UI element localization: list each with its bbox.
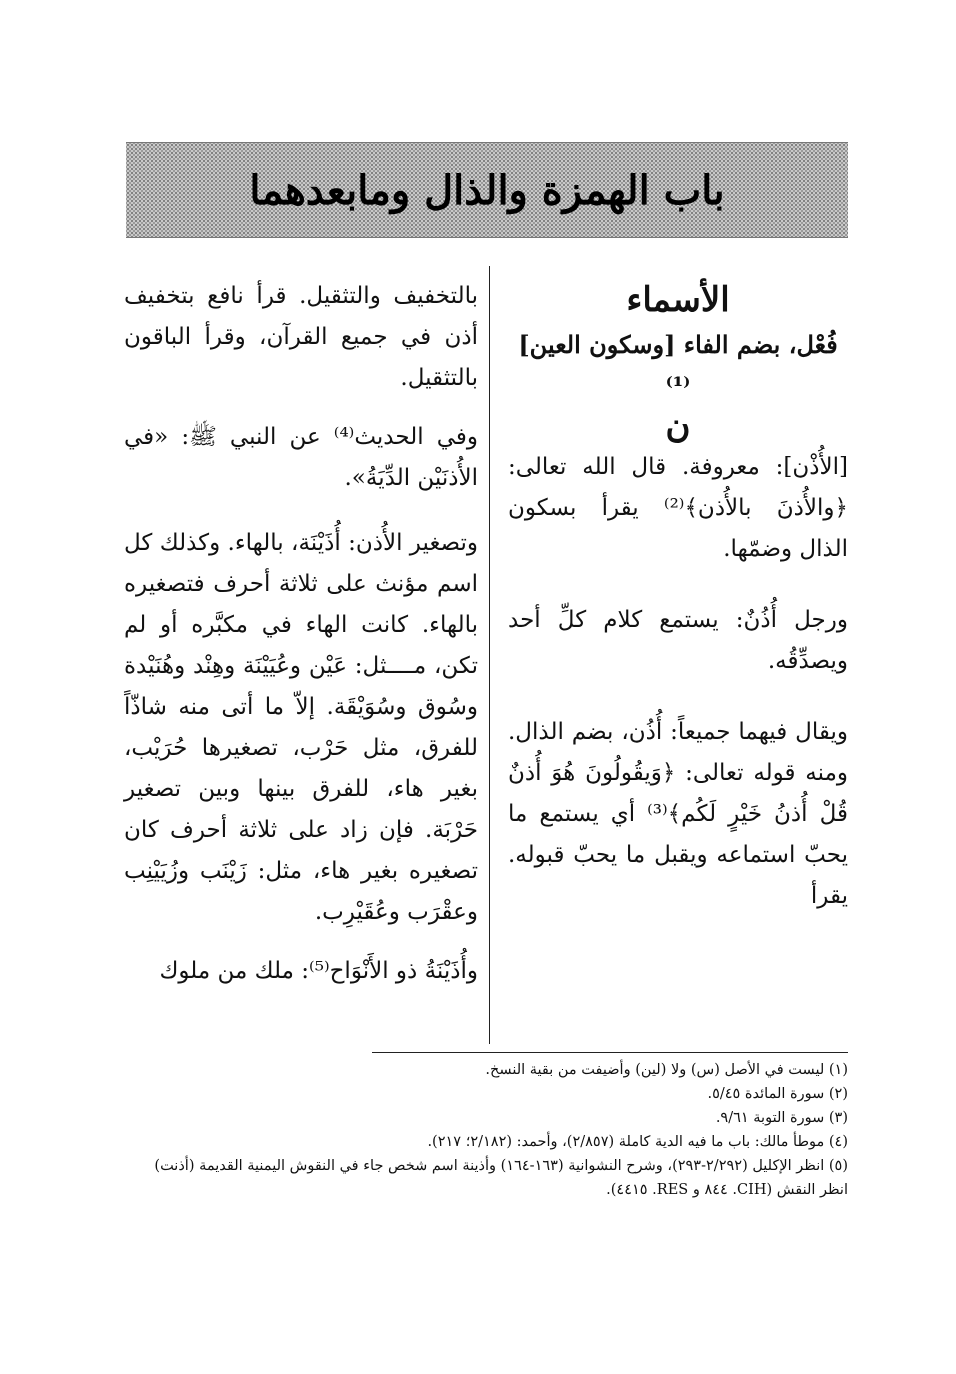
chapter-banner <box>126 142 848 238</box>
column-divider <box>489 266 490 1044</box>
chapter-title: باب الهمزة والذال ومابعدهما <box>249 166 725 214</box>
footnote-rule <box>372 1052 848 1053</box>
paragraph: وفي الحديث⁽⁴⁾ عن النبي ﷺ: «في الأُذنَيْن الدِّيَةُ». <box>124 424 478 491</box>
left-column <box>124 276 478 992</box>
right-column <box>508 276 848 917</box>
paragraph: ورجل أُذُنٌ: يستمع كلام كلِّ أحد ويصدِّقُه. <box>508 607 848 674</box>
paragraph: ويقال فيهما جميعاً: أُذُن، بضم الذال. ومنه قوله تعالى: ﴿وَيقُولُونَ هُوَ أُذنٌ قُلْ أُذنُ خَيْرٍ لَكُم﴾⁽³⁾ أي يستمع ما يحبّ استماعه ويقبل ما يحبّ قبوله. يقرأ <box>508 719 848 909</box>
footnote: (٥) انظر الإكليل (٢/٢٩٢-٢٩٣)، وشرح النشوانية (١٦٣-١٦٤) وأذينة اسم شخص جاء في النقوش اليمنية القديمة (أذنت) انظر النقش (CIH. ٨٤٤ و RES. ٤٤١٥). <box>154 1158 848 1198</box>
footnote: (١) ليست في الأصل (س) ولا (لين) وأضيفت من بقية النسخ. <box>485 1062 848 1078</box>
section-heading: الأسماء <box>626 280 730 320</box>
footnote: (٣) سورة التوبة ٩/٦١. <box>715 1110 848 1126</box>
paragraph: [الأُذْن]: معروفة. قال الله تعالى: ﴿والأُذنَ بالأُذن﴾⁽²⁾ يقرأ بسكون الذال وضمّها. <box>508 454 849 562</box>
footnote: (٢) سورة المائدة ٥/٤٥. <box>707 1086 848 1102</box>
paragraph: وأُذَيْنَةُ ذو الأَنْوَاح⁽⁵⁾: ملك من ملوك <box>159 958 478 984</box>
footnote: (٤) موطأ مالك: باب ما فيه الدية كاملة (٢/٨٥٧)، وأحمد: (٢/١٨٢؛ ٢١٧). <box>427 1134 848 1150</box>
pattern-heading: فُعْل، بضم الفاء [وسكون العين]⁽¹⁾ <box>518 330 838 400</box>
paragraph: وتصغير الأُذن: أُذَيْنَة، بالهاء. وكذلك كل اسم مؤنث على ثلاثة أحرف فتصغيره بالهاء. كانت الهاء في مكبَّره أو لم تكن، مــــثل: عَيْن وعُيَيْنَة وهِنْد وهُنَيْدة وسُوق وسُوَيْقَة. إلاّ ما أتى منه شاذّاً للفرق، مثل حَرْب، تصغيرها حُرَيْب، بغير هاء، للفرق بينها وبين تصغير حَرْبَة. فإن زاد على ثلاثة أحرف كان تصغيره بغير هاء، مثل: زَيْنَب وزُيَيْنِب وعقْرَب وعُقَيْرِب. <box>124 530 478 925</box>
letter-heading: ن <box>665 406 691 446</box>
footnotes <box>124 1058 848 1202</box>
paragraph: بالتخفيف والتثقيل. قرأ نافع بتخفيف أذن في جميع القرآن، وقرأ الباقون بالتثقيل. <box>124 283 478 391</box>
